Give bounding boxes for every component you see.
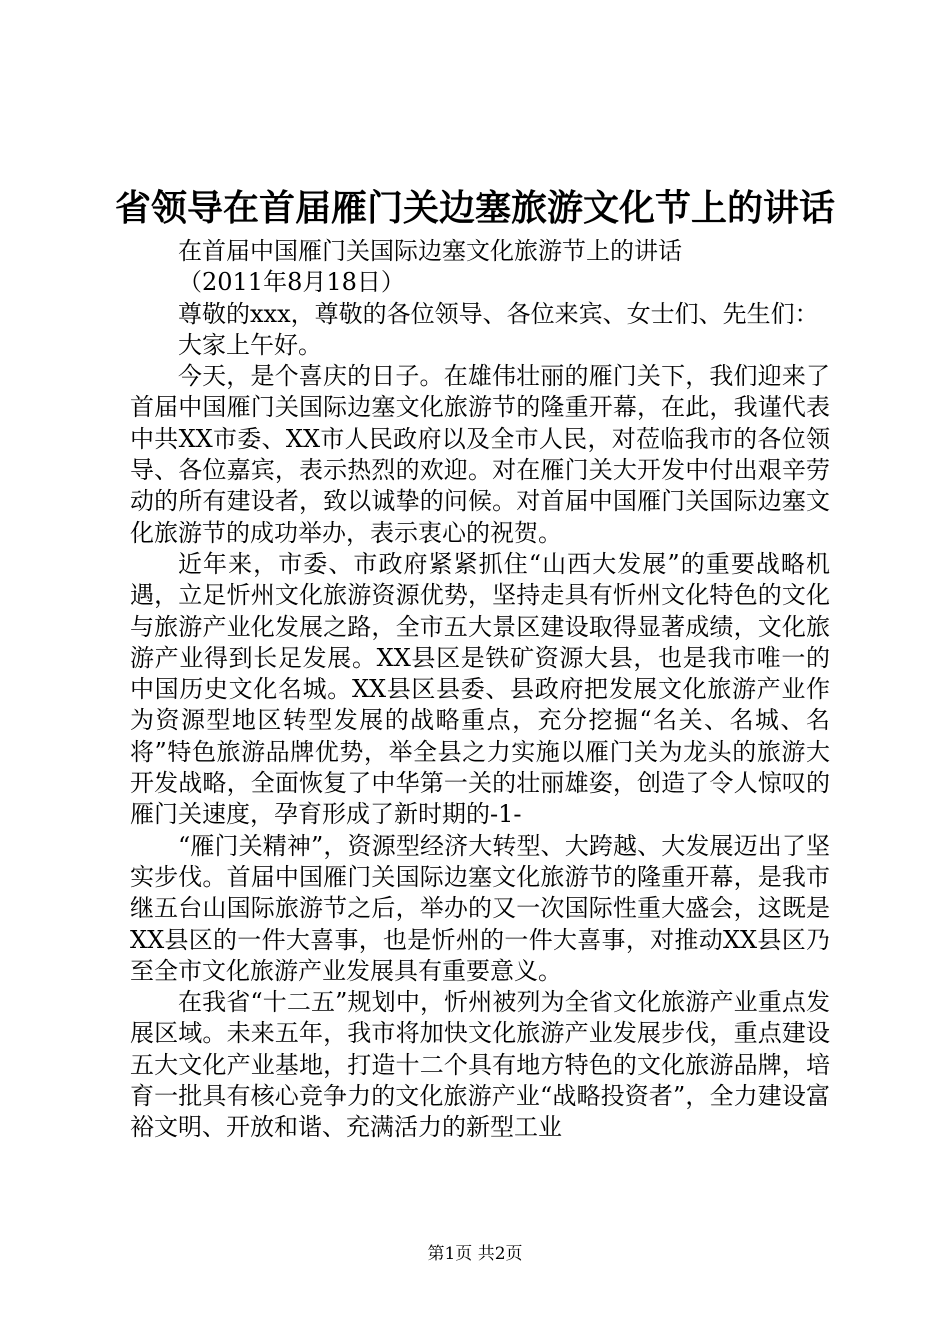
body-paragraph: 在我省“十二五”规划中，忻州被列为全省文化旅游产业重点发展区域。未来五年，我市将加快文化旅游产业发展步伐，重点建设五大文化产业基地，打造十二个具有地方特色的文化旅游品牌，培育一批具有核心竞争力的文化旅游产业“战略投资者”，全力建设富裕文明、开放和谐、充满活力的新型工业	[130, 988, 830, 1142]
speech-date: （2011年8月18日）	[178, 268, 405, 297]
document-title: 省领导在首届雁门关边塞旅游文化节上的讲话	[114, 187, 835, 229]
body-paragraph: 近年来，市委、市政府紧紧抓住“山西大发展”的重要战略机遇，立足忻州文化旅游资源优势，坚持走具有忻州文化特色的文化与旅游产业化发展之路，全市五大景区建设取得显著成绩，文化旅游产业得到长足发展。XX县区是铁矿资源大县，也是我市唯一的中国历史文化名城。XX县区县委、县政府把发展文化旅游产业作为资源型地区转型发展的战略重点，充分挖掘“名关、名城、名将”特色旅游品牌优势，举全县之力实施以雁门关为龙头的旅游大开发战略，全面恢复了中华第一关的壮丽雄姿，创造了令人惊叹的雁门关速度，孕育形成了新时期的-1-	[130, 549, 830, 829]
document-body	[130, 236, 830, 1144]
salutation-paragraph: 尊敬的xxx，尊敬的各位领导、各位来宾、女士们、先生们：	[178, 299, 819, 328]
body-paragraph: 今天，是个喜庆的日子。在雄伟壮丽的雁门关下，我们迎来了首届中国雁门关国际边塞文化旅游节的隆重开幕，在此，我谨代表中共XX市委、XX市人民政府以及全市人民，对莅临我市的各位领导、各位嘉宾，表示热烈的欢迎。对在雁门关大开发中付出艰辛劳动的所有建设者，致以诚挚的问候。对首届中国雁门关国际边塞文化旅游节的成功举办，表示衷心的祝贺。	[130, 362, 830, 547]
body-paragraph: “雁门关精神”，资源型经济大转型、大跨越、大发展迈出了坚实步伐。首届中国雁门关国际边塞文化旅游节的隆重开幕，是我市继五台山国际旅游节之后，举办的又一次国际性重大盛会，这既是XX县区的一件大喜事，也是忻州的一件大喜事，对推动XX县区乃至全市文化旅游产业发展具有重要意义。	[130, 831, 830, 985]
greeting-paragraph: 大家上午好。	[178, 330, 322, 359]
speech-subtitle: 在首届中国雁门关国际边塞文化旅游节上的讲话	[178, 237, 682, 265]
page-footer: 第1页 共2页	[427, 1244, 523, 1264]
